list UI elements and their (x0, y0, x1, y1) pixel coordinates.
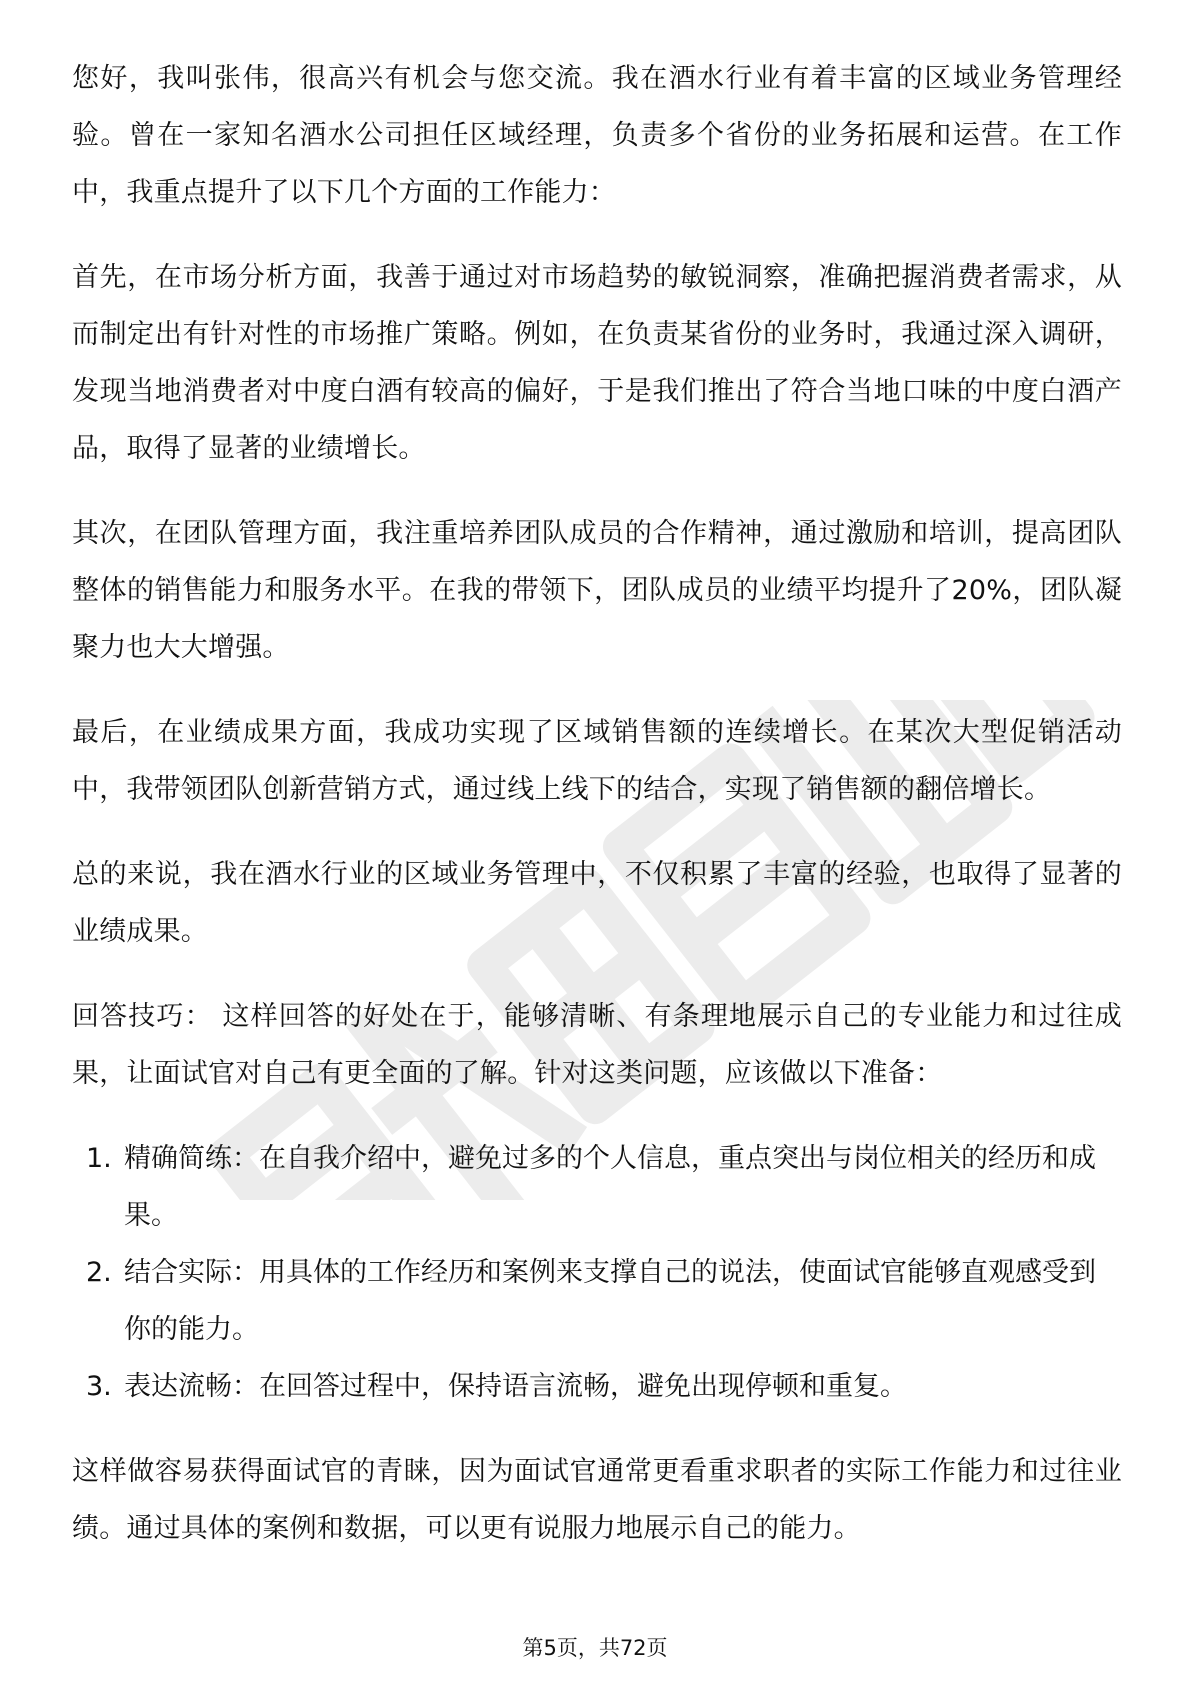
paragraph-summary: 总的来说，我在酒水行业的区域业务管理中，不仅积累了丰富的经验，也取得了显著的业绩成果。 (72, 859, 1122, 947)
paragraph-performance: 最后，在业绩成果方面，我成功实现了区域销售额的连续增长。在某次大型促销活动中，我带领团队创新营销方式，通过线上线下的结合，实现了销售额的翻倍增长。 (72, 717, 1122, 805)
list-item (72, 1130, 1122, 1244)
list-text: 表达流畅：在回答过程中，保持语言流畅，避免出现停顿和重复。 (124, 1371, 907, 1402)
list-item (72, 1358, 1122, 1415)
page-footer: 第5页，共72页 (522, 1636, 668, 1660)
list-text: 结合实际：用具体的工作经历和案例来支撑自己的说法，使面试官能够直观感受到你的能力。 (124, 1257, 1096, 1345)
list-text: 精确简练：在自我介绍中，避免过多的个人信息，重点突出与岗位相关的经历和成果。 (124, 1143, 1096, 1231)
document-body (72, 50, 1122, 1585)
list-item (72, 1244, 1122, 1358)
paragraph-answer-tips: 回答技巧： 这样回答的好处在于，能够清晰、有条理地展示自己的专业能力和过往成果，让面试官对自己有更全面的了解。针对这类问题，应该做以下准备： (72, 1001, 1122, 1089)
tips-list (72, 1130, 1122, 1415)
list-number: 1. (86, 1143, 112, 1174)
list-number: 2. (86, 1257, 112, 1288)
paragraph-market-analysis: 首先，在市场分析方面，我善于通过对市场趋势的敏锐洞察，准确把握消费者需求，从而制定出有针对性的市场推广策略。例如，在负责某省份的业务时，我通过深入调研，发现当地消费者对中度白酒有较高的偏好，于是我们推出了符合当地口味的中度白酒产品，取得了显著的业绩增长。 (72, 262, 1122, 464)
paragraph-team-management: 其次，在团队管理方面，我注重培养团队成员的合作精神，通过激励和培训，提高团队整体的销售能力和服务水平。在我的带领下，团队成员的业绩平均提升了20%，团队凝聚力也大大增强。 (72, 518, 1122, 663)
list-number: 3. (86, 1371, 112, 1402)
paragraph-intro: 您好，我叫张伟，很高兴有机会与您交流。我在酒水行业有着丰富的区域业务管理经验。曾在一家知名酒水公司担任区域经理，负责多个省份的业务拓展和运营。在工作中，我重点提升了以下几个方面的工作能力： (72, 63, 1122, 208)
paragraph-conclusion: 这样做容易获得面试官的青睐，因为面试官通常更看重求职者的实际工作能力和过往业绩。通过具体的案例和数据，可以更有说服力地展示自己的能力。 (72, 1456, 1122, 1544)
